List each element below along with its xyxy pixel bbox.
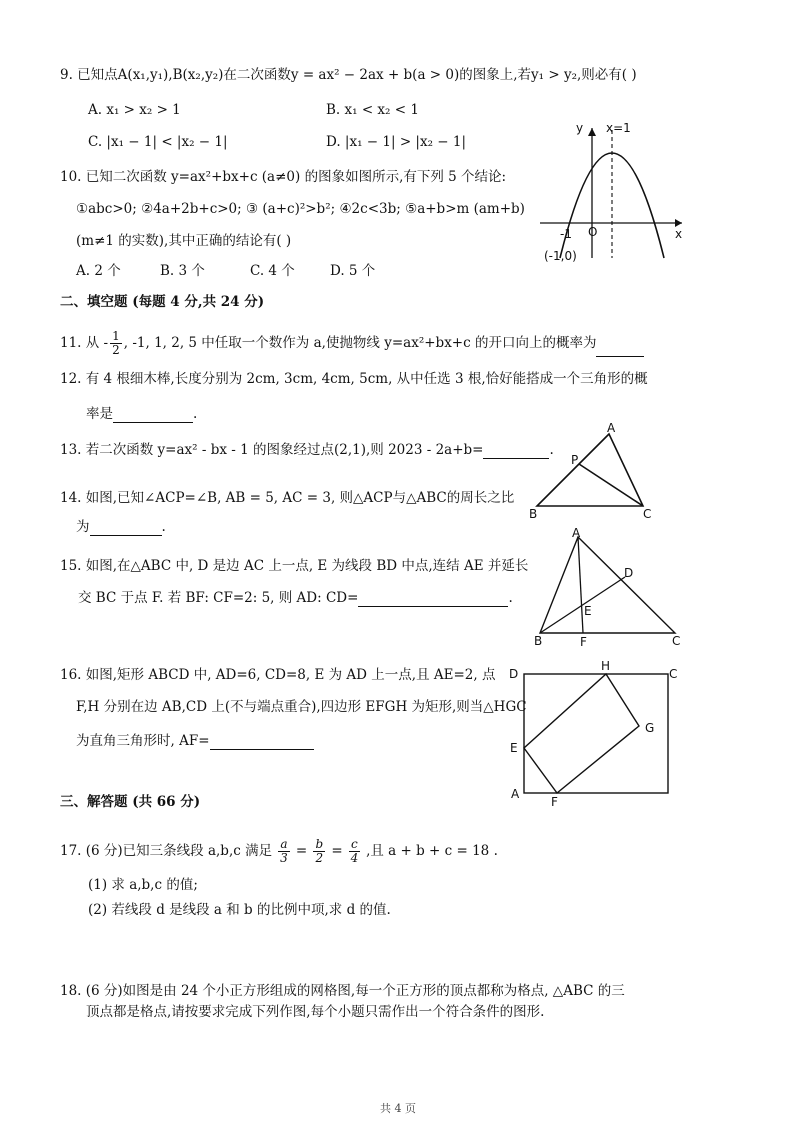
q14-cont: 为 (76, 519, 90, 535)
q17-part2: (2) 若线段 d 是线段 a 和 b 的比例中项,求 d 的值. (88, 902, 391, 918)
q10-conclusions: ①abc>0; ②4a+2b+c>0; ③ (a+c)²>b²; ④2c<3b; ⑤a+b>m (am+b) (76, 201, 525, 217)
q17-line: 17. (6 分)已知三条线段 a,b,c 满足 $\frac{a}{3}$ = $\frac{b}{2}$ = $\frac{c}{4}$ ,且 a + b + c = 18 . (60, 837, 498, 865)
q12-end: . (193, 406, 198, 422)
q18-cont: 顶点都是格点,请按要求完成下列作图,每个小题只需作出一个符合条件的图形. (86, 1004, 545, 1020)
q17-fraction-c (349, 838, 360, 865)
q14-label-C: C (643, 507, 652, 520)
q17-f3-den: 4 (350, 851, 359, 865)
q16-label-D: D (509, 667, 519, 681)
q10-cont: (m≠1 的实数),其中正确的结论有( ) (76, 233, 292, 249)
q9-option-b: B. x₁ < x₂ < 1 (326, 102, 419, 118)
q12-answer-blank[interactable] (113, 408, 193, 423)
q16-answer-blank[interactable] (210, 735, 314, 750)
q15-end: . (508, 590, 513, 606)
q15-label-B: B (534, 634, 543, 648)
q11-frac-den: 2 (112, 343, 120, 357)
q10-x-label: x (675, 227, 683, 241)
q10-point-label: (-1,0) (544, 249, 577, 263)
q10-axis-label: x=1 (606, 121, 631, 135)
q14-label-B: B (529, 507, 538, 520)
q17-f3-num: c (351, 837, 358, 851)
q17-f1-num: a (280, 837, 288, 851)
q13-line (60, 441, 554, 459)
q17-fraction-a (278, 838, 289, 865)
q16-cont2-line (76, 732, 314, 750)
q10-minus1-label: -1 (560, 227, 572, 241)
q17-f2-den: 2 (315, 851, 324, 865)
q10-y-label: y (576, 121, 584, 135)
q16-label-E: E (510, 741, 518, 755)
q13-end: . (549, 442, 554, 458)
q13-stem: 13. 若二次函数 y=ax² - bx - 1 的图象经过点(2,1),则 2023 - 2a+b= (60, 442, 484, 458)
q11-answer-blank[interactable] (596, 342, 644, 357)
q10-option-a: A. 2 个 (76, 263, 121, 279)
q15-cont-line (78, 589, 513, 607)
section-2-heading: 二、填空题 (每题 4 分,共 24 分) (60, 294, 265, 310)
q15-label-A: A (572, 526, 581, 540)
q16-rectangle-figure (505, 658, 690, 808)
q9-option-d: D. |x₁ − 1| > |x₂ − 1| (326, 134, 467, 150)
q12-cont-line (86, 405, 197, 423)
q17-pre: 17. (6 分)已知三条线段 a,b,c 满足 (60, 843, 273, 859)
q14-triangle-figure (525, 420, 660, 520)
q17-fraction-b (313, 838, 325, 865)
q17-f1-den: 3 (280, 851, 288, 865)
q12-stem: 12. 有 4 根细木棒,长度分别为 2cm, 3cm, 4cm, 5cm, 从中任选 3 根,恰好能搭成一个三角形的概 (60, 371, 648, 387)
q15-label-F: F (580, 635, 587, 649)
q10-option-b: B. 3 个 (160, 263, 205, 279)
q18-stem: 18. (6 分)如图是由 24 个小正方形组成的网格图,每一个正方形的顶点都称为格点, △ABC 的三 (60, 983, 625, 999)
section-3-heading: 三、解答题 (共 66 分) (60, 794, 201, 810)
q9-stem: 9. 已知点A(x₁,y₁),B(x₂,y₂)在二次函数y = ax² − 2ax + b(a > 0)的图象上,若y₁ > y₂,则必有( ) (60, 67, 637, 83)
q11-fraction (110, 330, 122, 357)
q16-label-C: C (669, 667, 678, 681)
page-footer: 共 4 页 (380, 1102, 416, 1115)
q15-answer-blank[interactable] (358, 592, 508, 607)
q16-cont2: 为直角三角形时, AF= (76, 733, 210, 749)
q10-parabola-graph (530, 118, 690, 268)
q14-label-A: A (607, 421, 616, 435)
q16-label-G: G (645, 721, 655, 735)
q15-label-D: D (624, 566, 634, 580)
q15-label-E: E (584, 604, 592, 618)
q10-origin-label: O (588, 225, 598, 239)
q15-label-C: C (672, 634, 681, 648)
q10-option-c: C. 4 个 (250, 263, 295, 279)
q12-cont: 率是 (86, 406, 113, 422)
q16-stem: 16. 如图,矩形 ABCD 中, AD=6, CD=8, E 为 AD 上一点,且 AE=2, 点 (60, 667, 496, 683)
q11-line (60, 330, 644, 357)
q17-f2-num: b (315, 837, 324, 851)
q11-frac-num: 1 (112, 329, 120, 343)
q17-post: ,且 a + b + c = 18 . (366, 843, 498, 859)
q9-option-c: C. |x₁ − 1| < |x₂ − 1| (88, 134, 228, 150)
q11-pre: 11. 从 - (60, 335, 109, 351)
q14-stem: 14. 如图,已知∠ACP=∠B, AB = 5, AC = 3, 则△ACP与△ABC的周长之比 (60, 490, 515, 506)
q15-stem: 15. 如图,在△ABC 中, D 是边 AC 上一点, E 为线段 BD 中点,连结 AE 并延长 (60, 558, 529, 574)
q11-post: , -1, 1, 2, 5 中任取一个数作为 a,使抛物线 y=ax²+bx+c 的开口向上的概率为 (123, 335, 597, 351)
q16-cont1: F,H 分别在边 AB,CD 上(不与端点重合),四边形 EFGH 为矩形,则当△HGC (76, 699, 527, 715)
q14-end: . (161, 519, 166, 535)
q10-stem: 10. 已知二次函数 y=ax²+bx+c (a≠0) 的图象如图所示,有下列 5 个结论: (60, 169, 507, 185)
q16-label-F: F (551, 795, 558, 808)
q14-cont-line (76, 518, 166, 536)
q15-cont: 交 BC 于点 F. 若 BF: CF=2: 5, 则 AD: CD= (78, 590, 359, 606)
q14-answer-blank[interactable] (90, 521, 162, 536)
q15-triangle-figure (530, 525, 690, 650)
q17-part1: (1) 求 a,b,c 的值; (88, 877, 198, 893)
q9-option-a: A. x₁ > x₂ > 1 (88, 102, 181, 118)
q16-label-A: A (511, 787, 520, 801)
q10-option-d: D. 5 个 (330, 263, 376, 279)
q14-label-P: P (571, 453, 579, 467)
q16-label-H: H (601, 659, 611, 673)
